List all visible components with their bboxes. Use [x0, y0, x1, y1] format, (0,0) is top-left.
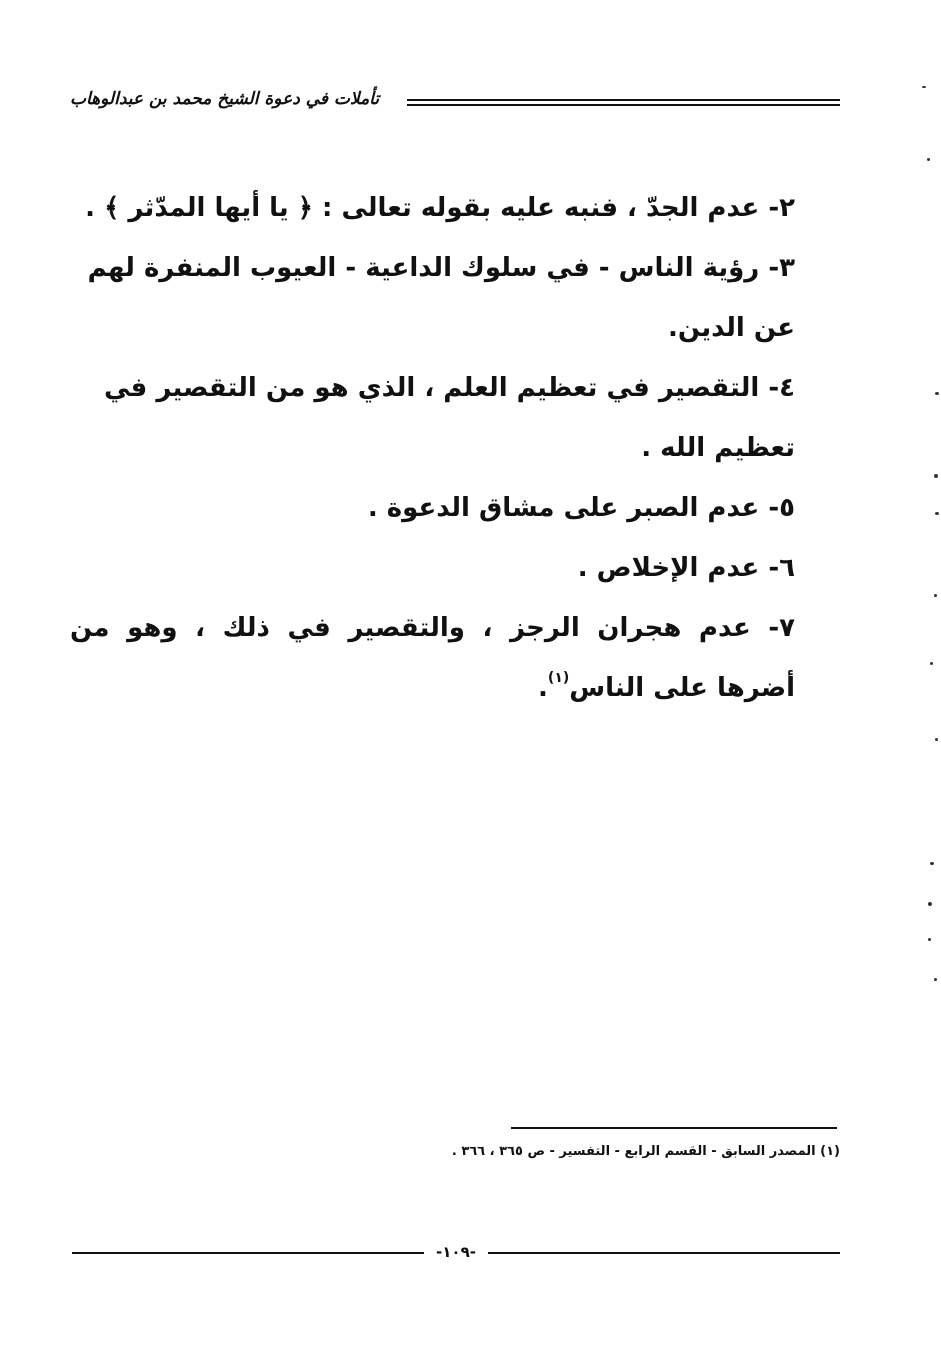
page-number: -١٠٩-	[436, 1243, 476, 1261]
scan-speck	[935, 738, 938, 741]
item-number: ٧-	[768, 613, 795, 643]
list-item	[70, 538, 795, 598]
list-item	[70, 598, 795, 718]
item-text: رؤية الناس - في سلوك الداعية - العيوب المنفرة لهم عن الدين.	[87, 253, 795, 343]
list-item	[70, 358, 795, 478]
item-text: عدم هجران الرجز ، والتقصير في ذلك ، وهو من أضرها على الناس	[70, 613, 795, 703]
scan-speck	[928, 902, 932, 906]
scan-speck	[934, 594, 937, 597]
list-item	[70, 238, 795, 358]
page-body	[70, 178, 795, 718]
page-footer	[72, 1242, 840, 1262]
running-header	[70, 88, 840, 112]
scan-speck	[934, 474, 938, 478]
item-number: ٥-	[768, 493, 795, 523]
item-number: ٢-	[768, 193, 795, 223]
item-number: ٣-	[768, 253, 795, 283]
footnote-separator	[511, 1127, 837, 1129]
scan-speck	[930, 862, 934, 865]
item-text: التقصير في تعظيم العلم ، الذي هو من التقصير في تعظيم الله .	[103, 373, 795, 463]
scan-speck	[922, 86, 926, 88]
header-double-rule	[407, 99, 840, 101]
scan-speck	[934, 978, 937, 981]
item-text: عدم الصبر على مشاق الدعوة .	[367, 493, 769, 523]
book-title: تأملات في دعوة الشيخ محمد بن عبدالوهاب	[70, 89, 380, 109]
scan-speck	[930, 662, 933, 665]
item-number: ٦-	[768, 553, 795, 583]
item-text: عدم الإخلاص .	[577, 553, 769, 583]
footer-rule-right	[488, 1252, 840, 1254]
item-trailing-period: .	[538, 673, 548, 703]
footnote-marker[interactable]: (١)	[547, 670, 570, 686]
list-item	[70, 478, 795, 538]
scan-speck	[928, 938, 931, 941]
footer-rule-left	[72, 1252, 424, 1254]
item-number: ٤-	[768, 373, 795, 403]
item-text: عدم الجدّ ، فنبه عليه بقوله تعالى : ﴿ يا أيها المدّثر ﴾ .	[85, 193, 769, 223]
scan-speck	[935, 512, 939, 515]
scan-speck	[935, 392, 939, 395]
footnote: (١) المصدر السابق - القسم الرابع - التفسير - ص ٣٦٥ ، ٣٦٦ .	[451, 1144, 840, 1159]
list-item	[70, 178, 795, 238]
scan-speck	[927, 158, 930, 161]
